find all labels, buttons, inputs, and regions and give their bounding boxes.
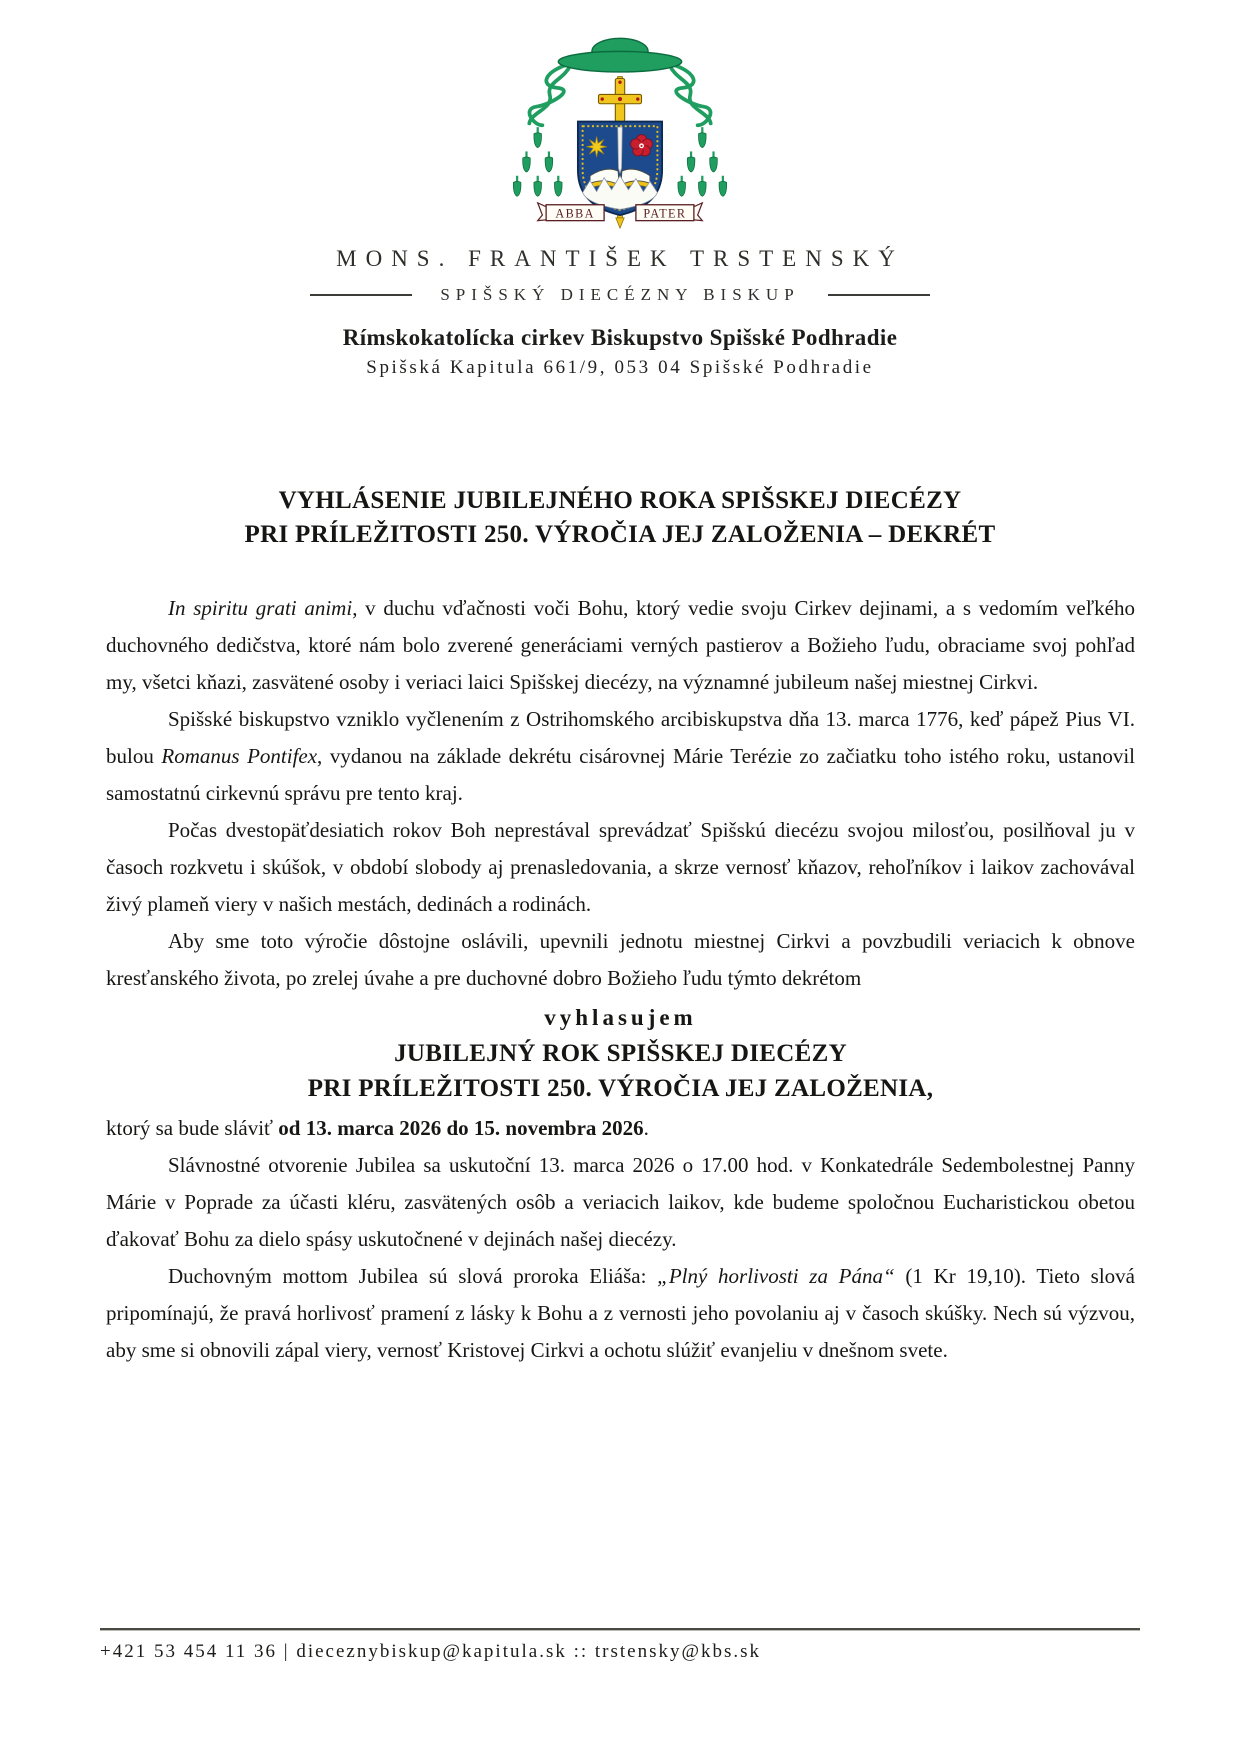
proclamation-line2: PRI PRÍLEŽITOSTI 250. VÝROČIA JEJ ZALOŽENIA, (307, 1075, 934, 1102)
bishop-coat-of-arms (484, 28, 756, 230)
banner-text-left: ABBA (555, 206, 595, 221)
sword-icon (618, 127, 622, 173)
page-footer (100, 1628, 1140, 1663)
paragraph-1-text: , v duchu vďačnosti voči Bohu, ktorý vedie svoju Cirkev dejinami, a s vedomím veľkého duchovného dedičstva, ktoré nám bolo zverené generáciami verných pastierov a Božieho ľudu, obraciame svoj pohľad my, všetci kňazi, zasvätené osoby i veriaci laici Spišskej diecézy, na významné jubileum našej miestnej Cirkvi. (106, 596, 1135, 694)
bishop-role-row (0, 285, 1240, 305)
paragraph-7-text-a: Duchovným mottom Jubilea sú slová proroka Eliáša: (168, 1264, 658, 1288)
cord-right-icon (670, 64, 711, 126)
cord-left-icon (529, 64, 570, 126)
paragraph-3: Počas dvestopäťdesiatich rokov Boh neprestával sprevádzať Spišskú diecézu svojou milosťou, posilňoval ju v časoch rozkvetu i skúšok, v období slobody aj prenasledovania, a skrze vernosť kňazov, rehoľníkov i laikov zachovával živý plameň viery v našich mestách, dedinách a rodinách. (106, 818, 1135, 916)
proclamation (106, 1000, 1135, 1106)
decree-title (0, 484, 1240, 552)
proclamation-line1: JUBILEJNÝ ROK SPIŠSKEJ DIECÉZY (394, 1040, 847, 1067)
paragraph-7-text-b: (1 Kr 19,10). Tieto slová pripomínajú, že pravá horlivosť pramení z lásky k Bohu a z vernosti jeho povolaniu aj v časoch skúšky. Nech sú výzvou, aby sme si obnovili zápal viery, vernosť Kristovej Cirkvi a ochotu slúžiť evanjeliu v dnešnom svete. (106, 1264, 1135, 1362)
decree-title-line1: VYHLÁSENIE JUBILEJNÉHO ROKA SPIŠSKEJ DIECÉZY (278, 487, 962, 514)
organization-name: Rímskokatolícka cirkev Biskupstvo Spišské Podhradie (342, 325, 898, 350)
footer-contact: +421 53 454 11 36 | dieceznybiskup@kapitula.sk :: trstensky@kbs.sk (100, 1641, 762, 1662)
star-icon (586, 136, 607, 157)
banner-text-right: PATER (643, 206, 687, 221)
paragraph-4: Aby sme toto výročie dôstojne oslávili, upevnili jednotu miestnej Cirkvi a povzbudili veriacich k obnove kresťanského života, po zrelej úvahe a pre duchovné dobro Božieho ľudu týmto dekrétom (106, 929, 1135, 990)
paragraph-6: Slávnostné otvorenie Jubilea sa uskutoční 13. marca 2026 o 17.00 hod. v Konkatedrále Sedembolestnej Panny Márie v Poprade za účasti kléru, zasvätených osôb a veriacich laikov, kde budeme spoločnou Eucharistickou obetou ďakovať Bohu za dielo spásy uskutočnené v dejinách našej diecézy. (106, 1153, 1135, 1251)
paragraph-1 (106, 590, 1135, 701)
role-rule-left (310, 294, 412, 296)
proclamation-heading: vyhlasujem (544, 1005, 697, 1030)
paragraph-2-text-a: Spišské biskupstvo vzniklo vyčlenením z Ostrihomského arcibiskupstva dňa 13. marca 1776, keď pápež Pius VI. bulou (106, 707, 1135, 768)
bishop-role-text: SPIŠSKÝ DIECÉZNY BISKUP (440, 285, 800, 304)
paragraph-2 (106, 701, 1135, 812)
paragraph-7-motto-quote: „Plný horlivosti za Pána“ (657, 1264, 895, 1288)
paragraph-1-latin-motto: In spiritu grati animi (168, 596, 353, 620)
paragraph-5-dates: od 13. marca 2026 do 15. novembra 2026 (278, 1116, 644, 1140)
bishop-name: MONS. FRANTIŠEK TRSTENSKÝ (336, 246, 904, 271)
paragraph-5-text-a: ktorý sa bude sláviť (106, 1116, 279, 1140)
paragraph-7 (106, 1258, 1135, 1369)
processional-cross-icon (598, 79, 641, 122)
crest-shield (578, 122, 662, 216)
staff-tip-icon (616, 218, 624, 228)
letterhead (0, 0, 1240, 379)
organization-address: Spišská Kapitula 661/9, 053 04 Spišské Podhradie (366, 357, 874, 378)
decree-title-line2: PRI PRÍLEŽITOSTI 250. VÝROČIA JEJ ZALOŽENIA – DEKRÉT (244, 521, 996, 548)
paragraph-5 (106, 1110, 1135, 1147)
decree-body (106, 590, 1135, 1369)
paragraph-5-text-b: . (643, 1116, 649, 1140)
paragraph-2-text-b: , vydanou na základe dekrétu cisárovnej Márie Terézie zo začiatku toho istého roku, ustanovil samostatnú cirkevnú správu pre tento kraj. (106, 744, 1135, 805)
paragraph-2-bull-name: Romanus Pontifex (161, 744, 318, 768)
footer-rule (100, 1628, 1140, 1631)
tassels-left-icon (513, 127, 562, 196)
galero-hat-icon (558, 38, 681, 72)
tassels-right-icon (678, 127, 727, 196)
role-rule-right (828, 294, 930, 296)
